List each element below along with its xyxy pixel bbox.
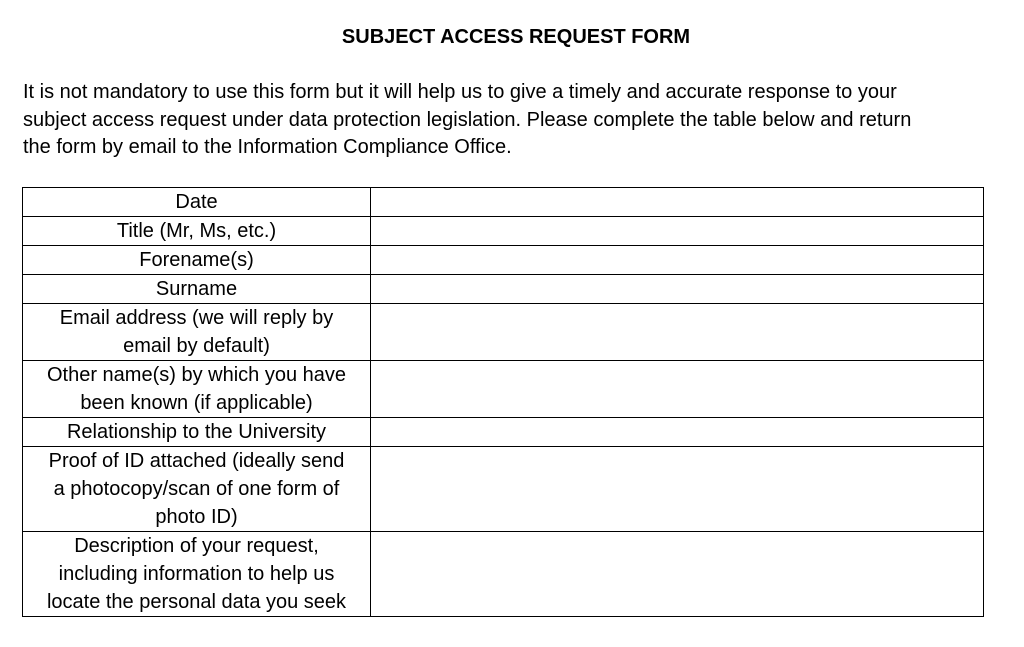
- relationship-field[interactable]: [371, 418, 984, 447]
- request-form-table: [22, 187, 984, 617]
- description-label-cell: [23, 532, 371, 617]
- intro-paragraph: It is not mandatory to use this form but it will help us to give a timely and accurate response to your subject access request under data protection legislation. Please complete the table below and return the form by email to the Information Compliance Office.: [23, 81, 912, 158]
- proof-of-id-field[interactable]: [371, 447, 984, 532]
- row-title: [23, 217, 984, 246]
- date-field[interactable]: [371, 188, 984, 217]
- row-proof-of-id: [23, 447, 984, 532]
- row-email: [23, 304, 984, 361]
- date-label-cell: [23, 188, 371, 217]
- surname-label-cell: [23, 275, 371, 304]
- proof-of-id-label: Proof of ID attached (ideally send a photocopy/scan of one form of photo ID): [48, 450, 345, 528]
- title-label-cell: [23, 217, 371, 246]
- email-label-cell: [23, 304, 371, 361]
- proof-of-id-label-cell: [23, 447, 371, 532]
- surname-label: Surname: [155, 278, 238, 300]
- other-names-label-cell: [23, 361, 371, 418]
- email-label: Email address (we will reply by email by default): [59, 307, 334, 357]
- forenames-label-cell: [23, 246, 371, 275]
- forenames-label: Forename(s): [139, 249, 254, 271]
- form-title: SUBJECT ACCESS REQUEST FORM: [341, 26, 691, 48]
- description-label: Description of your request, including information to help us locate the personal data you seek: [46, 535, 347, 613]
- date-label: Date: [175, 191, 218, 213]
- other-names-label: Other name(s) by which you have been known (if applicable): [46, 364, 347, 414]
- other-names-field[interactable]: [371, 361, 984, 418]
- relationship-label-cell: [23, 418, 371, 447]
- row-other-names: [23, 361, 984, 418]
- row-surname: [23, 275, 984, 304]
- relationship-label: Relationship to the University: [66, 421, 326, 443]
- row-description: [23, 532, 984, 617]
- row-date: [23, 188, 984, 217]
- surname-field[interactable]: [371, 275, 984, 304]
- title-label: Title (Mr, Ms, etc.): [116, 220, 277, 242]
- row-forenames: [23, 246, 984, 275]
- description-field[interactable]: [371, 532, 984, 617]
- row-relationship: [23, 418, 984, 447]
- title-field[interactable]: [371, 217, 984, 246]
- forenames-field[interactable]: [371, 246, 984, 275]
- email-field[interactable]: [371, 304, 984, 361]
